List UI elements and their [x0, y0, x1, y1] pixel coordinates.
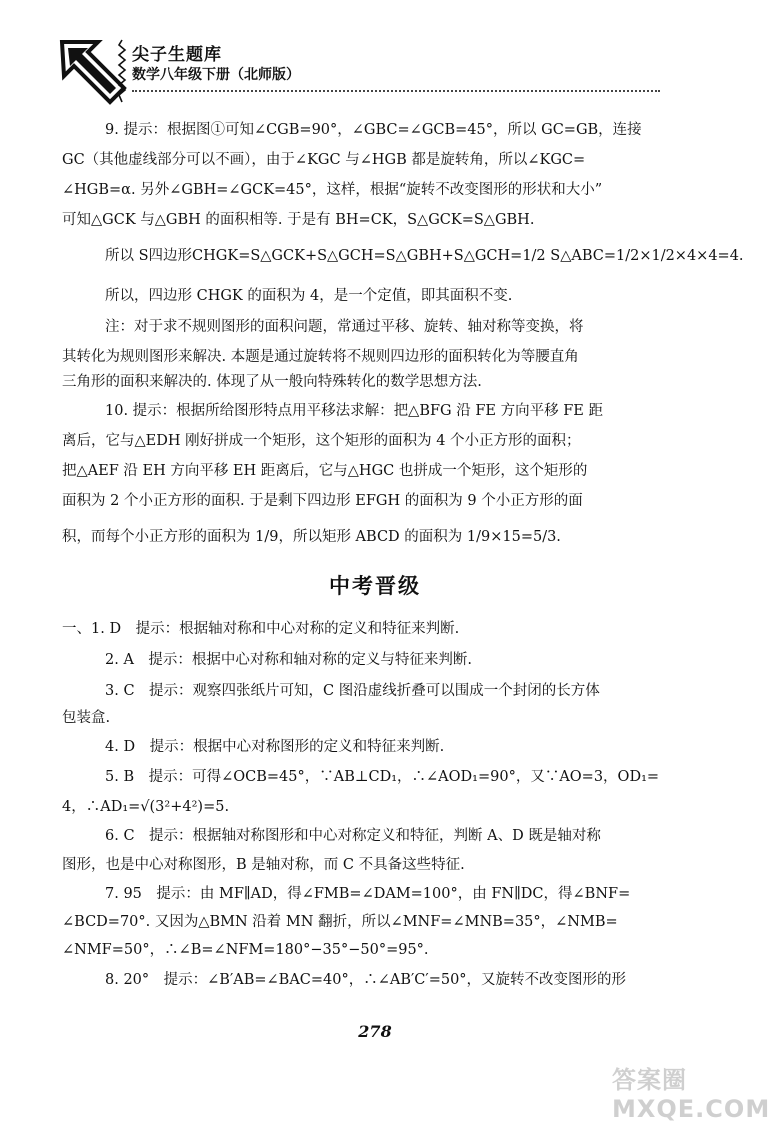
- text-line: 离后，它与△EDH 刚好拼成一个矩形，这个矩形的面积为 4 个小正方形的面积；: [62, 433, 581, 449]
- book-title: 尖子生题库: [132, 45, 222, 65]
- answer-line: 6. C 提示：根据轴对称图形和中心对称定义和特征，判断 A、D 既是轴对称: [105, 828, 601, 844]
- answer-line: ∠BCD=70°. 又因为△BMN 沿着 MN 翻折，所以∠MNF=∠MNB=35°，∠NMB=: [62, 914, 618, 930]
- answer-line: 4，∴AD₁=√(3²+4²)=5.: [62, 799, 230, 815]
- text-line: 面积为 2 个小正方形的面积. 于是剩下四边形 EFGH 的面积为 9 个小正方形的面: [62, 493, 583, 509]
- answer-line: 8. 20° 提示：∠B′AB=∠BAC=40°，∴∠AB′C′=50°，又旋转不改变图形的形: [105, 972, 627, 988]
- answer-line: 一、1. D 提示：根据轴对称和中心对称的定义和特征来判断.: [62, 621, 460, 637]
- text-line: GC（其他虚线部分可以不画），由于∠KGC 与∠HGB 都是旋转角，所以∠KGC=: [62, 152, 586, 168]
- answer-line: 2. A 提示：根据中心对称和轴对称的定义与特征来判断.: [105, 652, 473, 668]
- answer-line: 7. 95 提示：由 MF∥AD，得∠FMB=∠DAM=100°，由 FN∥DC，得∠BNF=: [105, 886, 631, 902]
- text-line: 9. 提示：根据图①可知∠CGB=90°，∠GBC=∠GCB=45°，所以 GC=GB，连接: [105, 122, 642, 138]
- text-line: 把△AEF 沿 EH 方向平移 EH 距离后，它与△HGC 也拼成一个矩形，这个矩形的: [62, 463, 588, 479]
- header-dotted-rule: [132, 90, 660, 92]
- answer-line: ∠NMF=50°，∴∠B=∠NFM=180°−35°−50°=95°.: [62, 942, 429, 958]
- note-line: 注：对于求不规则图形的面积问题，常通过平移、旋转、轴对称等变换，将: [105, 319, 584, 335]
- note-line: 其转化为规则图形来解决. 本题是通过旋转将不规则四边形的面积转化为等腰直角: [62, 349, 579, 365]
- watermark: 答案圈 MXQE.COM: [612, 1066, 770, 1123]
- formula-line: 所以 S四边形CHGK=S△GCK+S△GCH=S△GBH+S△GCH=1/2 S△ABC=1/2×1/2×4×4=4.: [105, 248, 744, 264]
- text-line: ∠HGB=α. 另外∠GBH=∠GCK=45°，这样，根据“旋转不改变图形的形状和大小”: [62, 182, 603, 198]
- text-line: 所以，四边形 CHGK 的面积为 4，是一个定值，即其面积不变.: [105, 288, 513, 304]
- answer-line: 包装盒.: [62, 710, 111, 726]
- answer-line: 5. B 提示：可得∠OCB=45°，∵AB⊥CD₁，∴∠AOD₁=90°，又∵AO=3，OD₁=: [105, 769, 660, 785]
- answer-line: 图形，也是中心对称图形，B 是轴对称，而 C 不具备这些特征.: [62, 857, 465, 873]
- zigzag-divider: [118, 40, 126, 102]
- text-line: 可知△GCK 与△GBH 的面积相等. 于是有 BH=CK，S△GCK=S△GBH.: [62, 212, 535, 228]
- note-line: 三角形的面积来解决的. 体现了从一般向特殊转化的数学思想方法.: [62, 374, 482, 390]
- section-heading: 中考晋级: [329, 574, 421, 598]
- text-line: 积，而每个小正方形的面积为 1/9，所以矩形 ABCD 的面积为 1/9×15=5/3.: [62, 529, 561, 545]
- book-subtitle: 数学八年级下册（北师版）: [132, 67, 300, 83]
- answer-line: 4. D 提示：根据中心对称图形的定义和特征来判断.: [105, 739, 445, 755]
- answer-line: 3. C 提示：观察四张纸片可知，C 图沿虚线折叠可以围成一个封闭的长方体: [105, 683, 600, 699]
- page-number: 278: [358, 1022, 392, 1041]
- text-line: 10. 提示：根据所给图形特点用平移法求解：把△BFG 沿 FE 方向平移 FE 距: [105, 403, 603, 419]
